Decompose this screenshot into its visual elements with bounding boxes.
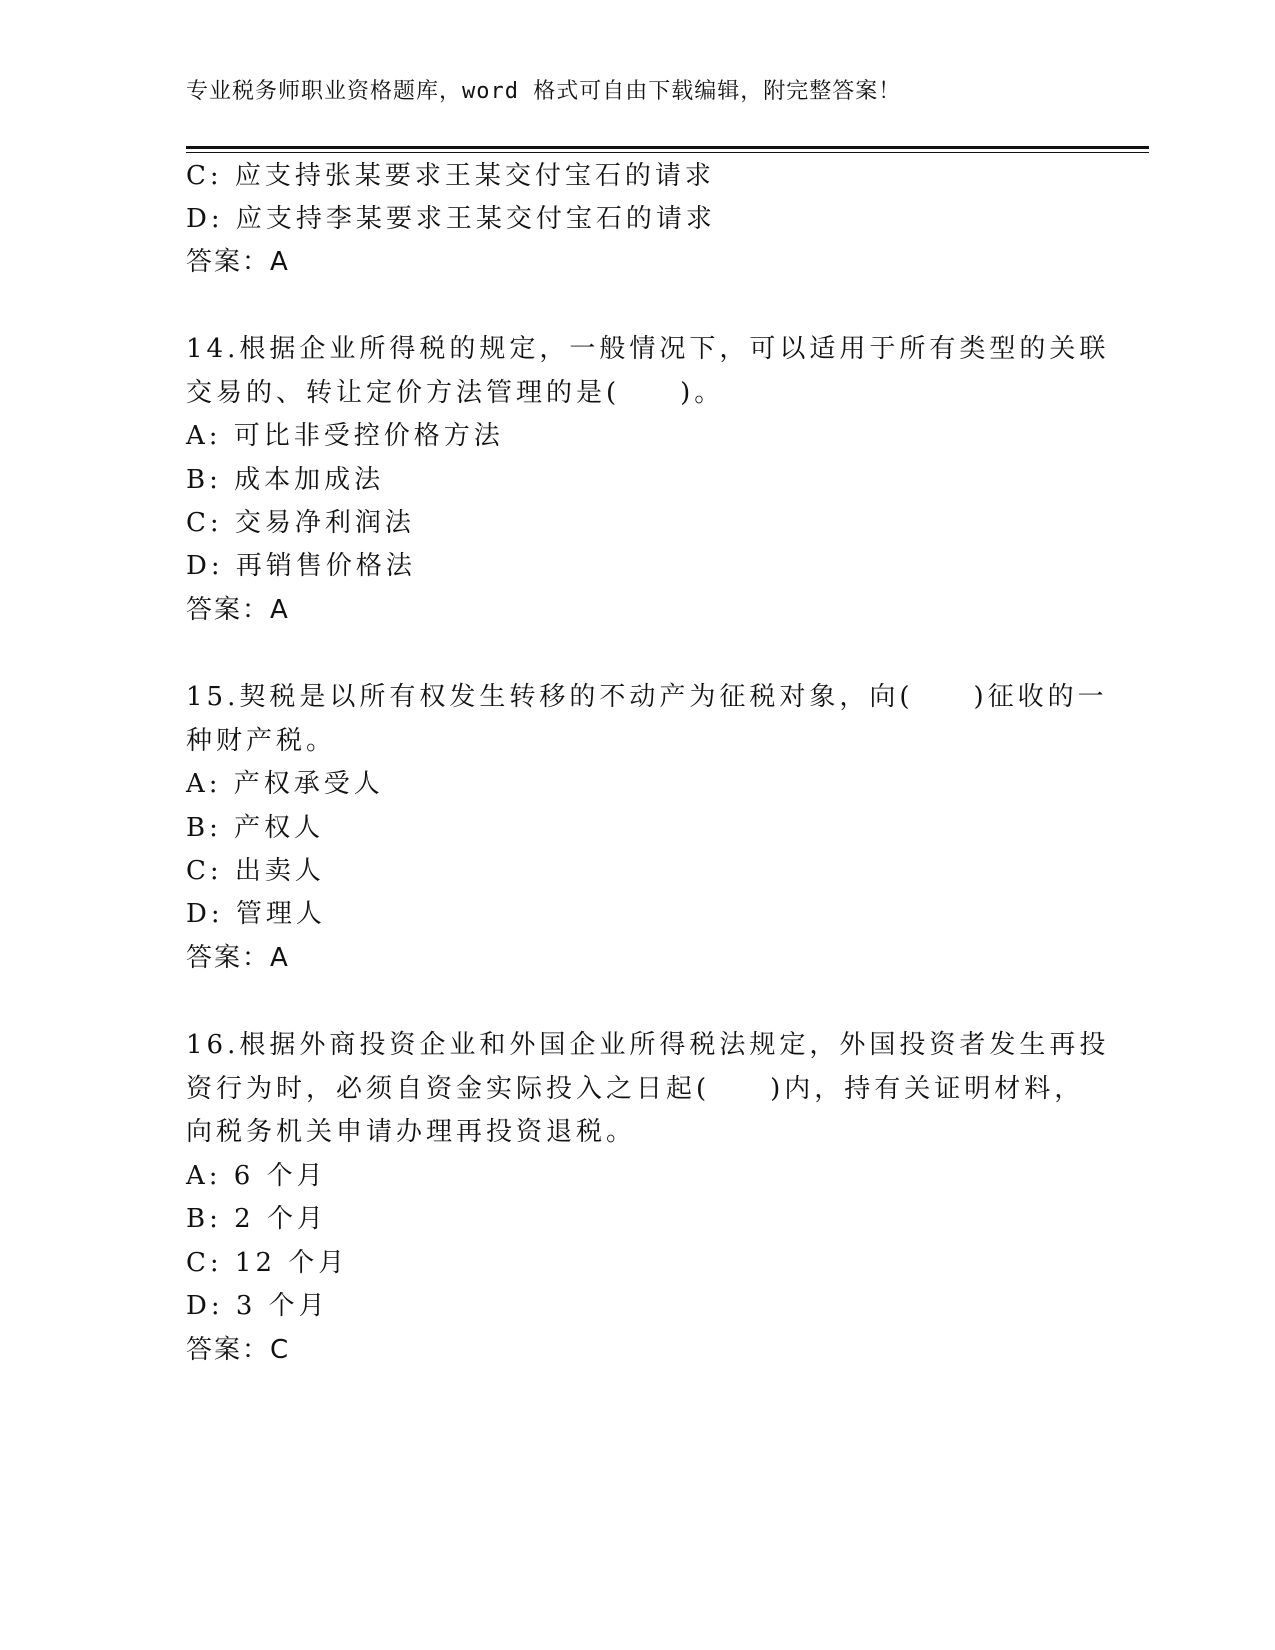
header-rule-thin [186,152,1149,153]
question-14-option-d: D: 再销售价格法 [186,551,416,581]
option-d: D: 应支持李某要求王某交付宝石的请求 [186,204,716,234]
question-16-line-2: 资行为时，必须自资金实际投入之日起( )内，持有关证明材料， [186,1074,1085,1104]
answer: 答案：A [186,247,290,277]
question-14-option-b: B: 成本加成法 [186,465,385,495]
question-16-answer: 答案：C [186,1335,291,1365]
question-16-option-b: B: 2 个月 [186,1204,327,1234]
question-15-answer: 答案：A [186,943,290,973]
question-15-option-a: A: 产权承受人 [186,769,384,799]
question-14-line-2: 交易的、转让定价方法管理的是( )。 [186,378,725,408]
question-16-line-1: 16.根据外商投资企业和外国企业所得税法规定，外国投资者发生再投 [186,1030,1110,1060]
question-16-option-c: C: 12 个月 [186,1248,349,1278]
question-14-option-a: A: 可比非受控价格方法 [186,421,504,451]
question-16-option-d: D: 3 个月 [186,1291,329,1321]
header-rule-thick [186,146,1149,149]
question-15-option-b: B: 产权人 [186,813,325,843]
question-14-option-c: C: 交易净利润法 [186,508,415,538]
question-14-line-1: 14.根据企业所得税的规定，一般情况下，可以适用于所有类型的关联 [186,334,1110,364]
question-14-answer: 答案：A [186,595,290,625]
question-15-line-1: 15.契税是以所有权发生转移的不动产为征税对象，向( )征收的一 [186,682,1108,712]
option-c: C: 应支持张某要求王某交付宝石的请求 [186,161,715,191]
question-16-line-3: 向税务机关申请办理再投资退税。 [186,1117,637,1147]
question-15-line-2: 种财产税。 [186,726,337,756]
question-15-option-d: D: 管理人 [186,899,326,929]
question-15-option-c: C: 出卖人 [186,856,325,886]
page-header: 专业税务师职业资格题库，word 格式可自由下载编辑，附完整答案！ [186,79,902,104]
question-16-option-a: A: 6 个月 [186,1161,327,1191]
